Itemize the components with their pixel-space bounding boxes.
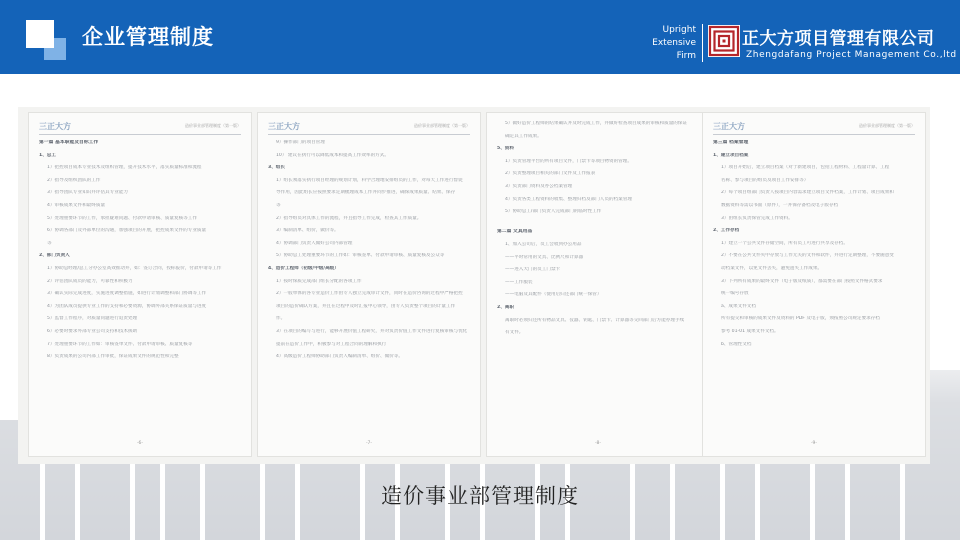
page-text-line: 6）必要时要求外部专业公司支持和技术援助 <box>47 328 138 334</box>
page-brand: 三正大方 <box>268 121 300 131</box>
page-text-line: 7）处理重要环节的工作如：审核签单文件、付款申请审核、质量复核等 <box>47 341 193 347</box>
page-brand: 三正大方 <box>713 121 745 131</box>
company-name: 正大方项目管理有限公司 <box>742 29 935 49</box>
document-page <box>28 112 252 457</box>
slogan-line: Extensive <box>652 38 696 48</box>
page-title: 企业管理制度 <box>82 25 214 49</box>
company-name-en: Zhengdafang Project Management Co.,ltd <box>746 50 957 60</box>
document-page <box>486 112 710 457</box>
page-header <box>713 121 915 135</box>
page-text-line: 1）协助总经理/总工分办公室高效推动并，如：签订合同，投标报价，付款申请等工作 <box>47 265 222 271</box>
square-spiral-logo <box>708 25 740 57</box>
page-text-line: 2）指导组员对具体工作的流程，并且指导工作完成，检查其工作质量。 <box>276 215 422 221</box>
page-text-line: 4）协调部门负责人做好公司内部管理 <box>276 240 353 246</box>
page-text-line: 1）按时保质完成部门组长分配的各项工作 <box>276 278 362 284</box>
page-text-line: 1）负责管理平台的所有项目文件，门禁卡等项目物资的管理。 <box>505 158 632 164</box>
page-text-line: 2）一般单体的各专业造价工作由专人独立完成审计文件，同时在造价咨询的过程中严格把控 <box>276 291 463 297</box>
page-lines <box>39 140 241 359</box>
page-text-line: 等 <box>47 240 52 246</box>
page-text-line: ——进入大门的员工门禁卡 <box>505 267 561 273</box>
page-number: -8- <box>594 441 602 446</box>
page-doc-title: 造价事业部管理制度（第一版） <box>414 123 470 128</box>
page-lines <box>497 121 699 335</box>
page-lines <box>268 140 470 359</box>
document-page <box>257 112 481 457</box>
page-text-line: 2）指导及组织团队的工作 <box>47 177 101 183</box>
section-heading: 第二篇 文具用品 <box>497 229 533 235</box>
page-text-line: 动档案文件，以免文件丢失，避免遗失工作成果。 <box>721 265 823 271</box>
page-text-line: 导作用，因此组长应按照要求定期梳理成本工作并同步推进，确保成果质量、结果、保存 <box>276 190 456 196</box>
page-text-line: 1）项目开始后，建立项目档案（对于新建项目，包括工程材料、工程量计算、工程 <box>721 165 890 171</box>
page-text-line: a、成果文件文档 <box>721 303 756 309</box>
page-text-line: 4）负责各类工程资料的收集、整理归档及部门人员的档案管理 <box>505 196 632 202</box>
page-text-line: 有文件。 <box>505 330 524 336</box>
page-text-line: 等 <box>276 202 281 208</box>
page-text-line: 5）做好造价工程师的结果确认并及时完成工作，并做好检查项目成果的审核和质量的保证 <box>505 121 688 126</box>
subsection-heading: 2、工作存档 <box>713 228 740 234</box>
page-text-line: 10） 建议在执行可以降低成本和提高工作效率的方式。 <box>276 152 389 158</box>
page-text-line: 1）组长须落实执行项目经理的规划计划，科学合理地安排组员的工作，对每天工作进行督促 <box>276 177 463 183</box>
page-text-line: ——电脑及其配件（使用后归还部门统一保管） <box>505 292 602 298</box>
page-text-line: 5）协助总工处理重要环节的工作如：审核签单、付款申请审核、质量复核及公众等 <box>276 253 445 259</box>
page-text-line: 3）下列所有成果的最终文件（电子版及纸质），都需要在部门按照文件格式要求 <box>721 278 883 284</box>
subsection-heading: 3、组长 <box>268 165 285 171</box>
subsection-heading: 1、建立项目档案 <box>713 152 749 158</box>
page-text-line: 6）协调各部门及外部单位的沟通，加强项目的开展，把控成果文件的专业质量 <box>47 228 207 234</box>
page-text-line: 8）负责成果的公司内部工作审批，保证成果文件的规范性和完整 <box>47 354 179 360</box>
page-text-line: 3）负责部门资料及办公档案管理 <box>505 183 573 189</box>
company-slogan <box>646 24 696 63</box>
page-text-line: 3）确认实际完成进度，实施进度调整措施，如进行计划调整和部门协调等工作 <box>47 291 207 297</box>
page-text-line: 名称、参与项目的组员及项目工作安排等） <box>721 177 809 183</box>
page-text-line: 作。 <box>276 316 286 322</box>
page-text-line: 项目的造价确认方案，并且在过程中及时汇报中心领导，由专人负责整个项目的计量工作 <box>276 303 456 309</box>
subsection-heading: 2、离职 <box>497 304 514 310</box>
page-text-line: 3）由组长负责保管完成工作资料。 <box>721 215 793 221</box>
page-text-line: 2）不要在公共文件夹中存放与工作无关的文件和软件，并进行定期整理，不要随意变 <box>721 253 894 259</box>
slide-caption: 造价事业部管理制度 <box>381 484 579 508</box>
page-text-line: 4）高级造价工程师协助部门负责人编制清单、组价、做价等。 <box>276 354 403 360</box>
page-doc-title: 造价事业部管理制度（第一版） <box>185 123 241 128</box>
page-text-line: 3）编制清单、组价，做价等。 <box>276 228 339 234</box>
page-number: -7- <box>365 441 373 446</box>
page-text-line: ——工作服装 <box>505 279 533 285</box>
page-text-line: 统一编号存放 <box>721 291 749 297</box>
page-header <box>39 121 241 135</box>
subsection-heading: 1、总工 <box>39 152 56 158</box>
page-text-line: 参考 01-01 成果文件文档。 <box>721 328 779 334</box>
page-text-line: 4）审核成果文件和最终质量 <box>47 202 106 208</box>
page-text-line: ——平时常用的文具、比例尺和计算器 <box>505 254 584 260</box>
page-text-line: 1）把控项目成本专业技术及组织管理，提升技术水平，落实质量标准和流程 <box>47 165 202 171</box>
page-doc-title: 造价事业部管理制度（第一版） <box>859 123 915 128</box>
page-lines <box>713 140 915 347</box>
page-text-line: 3）指导团队专业知识并评估其专业能力 <box>47 190 129 196</box>
header-divider <box>702 24 703 62</box>
page-text-line: 3）在项目的编写与进行，能够开展价值工程研究，并对负责价值工作文件进行复核审核与优化 <box>276 328 468 334</box>
page-text-line: 5）处理重要环节的工作，承担疑难问题、付款申请审核、质量复核等工作 <box>47 215 197 221</box>
overlapping-squares-icon <box>26 20 66 58</box>
page-text-line: 数据资料等需以书面（原件），一并保存备档及电子版存档 <box>721 202 839 208</box>
slogan-line: Firm <box>676 51 696 61</box>
page-number: -9- <box>810 441 818 446</box>
page-number: -6- <box>136 441 144 446</box>
page-text-line: 4）为团队成员提供专业工作的支持和必要资源，协调外部关系保证质量与进度 <box>47 303 207 309</box>
page-text-line: 5）协助总工/部门负责人完成部门的临时性工作 <box>505 209 602 215</box>
page-text-line: 1、加入公司后，员工会收到办公用品 <box>505 241 582 247</box>
page-text-line: b、管理性文档 <box>721 341 752 347</box>
page-text-line: 所有提交和审核的成果文件及资料的 PDF 及电子版，须按照公司规定要求存档 <box>721 316 880 322</box>
document-page <box>702 112 926 457</box>
subsection-heading: 4、造价工程师（初级/中级/高级） <box>268 265 339 271</box>
page-brand: 三正大方 <box>39 121 71 131</box>
page-text-line: 确定其工作成果。 <box>505 133 542 139</box>
section-heading: 第三篇 档案管理 <box>713 140 749 145</box>
section-heading: 第一篇 基本职能及目标工作 <box>39 140 99 145</box>
page-text-line: 2）每个项目组部门负责人按项目内容需求建立项目文件档案，工作计划、项目成果和 <box>721 190 894 196</box>
page-header <box>268 121 470 135</box>
page-text-line: 2）负责整理项目相关的部门文件及工作报表 <box>505 171 596 177</box>
subsection-heading: 5、资料 <box>497 146 514 152</box>
page-text-line: 离职时必须归还所有物品文具、仪器、钥匙、门禁卡、计算器等交回部门后方能办理手续 <box>505 317 685 323</box>
header-bar <box>0 0 960 74</box>
subsection-heading: 2、部门负责人 <box>39 253 70 259</box>
page-text-line: 5）监督工作程序，对质量问题进行追责处理 <box>47 316 138 322</box>
slogan-line: Upright <box>662 25 696 35</box>
page-text-line: 1）建立一个公共文件存储空间，所有员工可进行共享及存档。 <box>721 240 848 246</box>
page-text-line: 9）操作部门的项目管理 <box>276 140 325 145</box>
page-text-line: 2）评估团队成员的能力，可靠性和积极力 <box>47 278 133 284</box>
page-text-line: 提前在造价工作中，积极参与对工程合同的理解和执行 <box>276 341 387 347</box>
